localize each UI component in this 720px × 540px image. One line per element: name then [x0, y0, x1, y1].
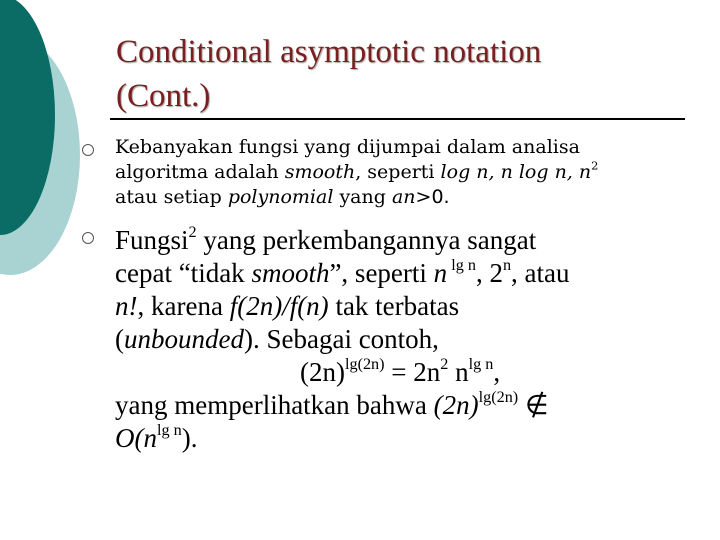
bullet-2-line-7: $O(n^{lg n})$.	[115, 420, 198, 453]
bullet-circle-icon	[82, 144, 94, 156]
bullet-2-line-1: Fungsi$^2$ yang perkembangannya sangat	[115, 222, 537, 255]
bullet-2-line-4: (unbounded). Sebagai contoh,	[115, 324, 439, 354]
bullet-1-line-3: atau setiap polynomial yang an>0.	[115, 186, 450, 208]
bullet-2-line-3: n!, karena f(2n)/f(n) tak terbatas	[115, 291, 460, 321]
title-line-1: Conditional asymptotic notation	[116, 34, 542, 70]
bullet-2-line-6: yang memperlihatkan bahwa $(2n)^{lg(2n)}$ ∉	[115, 387, 549, 420]
bullet-1-text	[115, 135, 705, 210]
title-line-2: (Cont.)	[116, 78, 211, 114]
bullet-circle-icon	[82, 232, 94, 244]
bullet-1-line-2: algoritma adalah smooth, seperti log n, n log n, $n^2$	[115, 158, 599, 183]
bullet-2-line-2: cepat “tidak smooth”, seperti n $^{lg n}$, 2$^n$, atau	[115, 255, 570, 288]
formula-line: $(2n)^{lg(2n)} = 2n^2$ $n^{lg n}$,	[300, 354, 501, 387]
bullet-2-text	[115, 224, 715, 455]
slide-title	[116, 30, 696, 118]
bullet-1-line-1: Kebanyakan fungsi yang dijumpai dalam analisa	[115, 136, 580, 158]
title-underline	[110, 118, 685, 120]
